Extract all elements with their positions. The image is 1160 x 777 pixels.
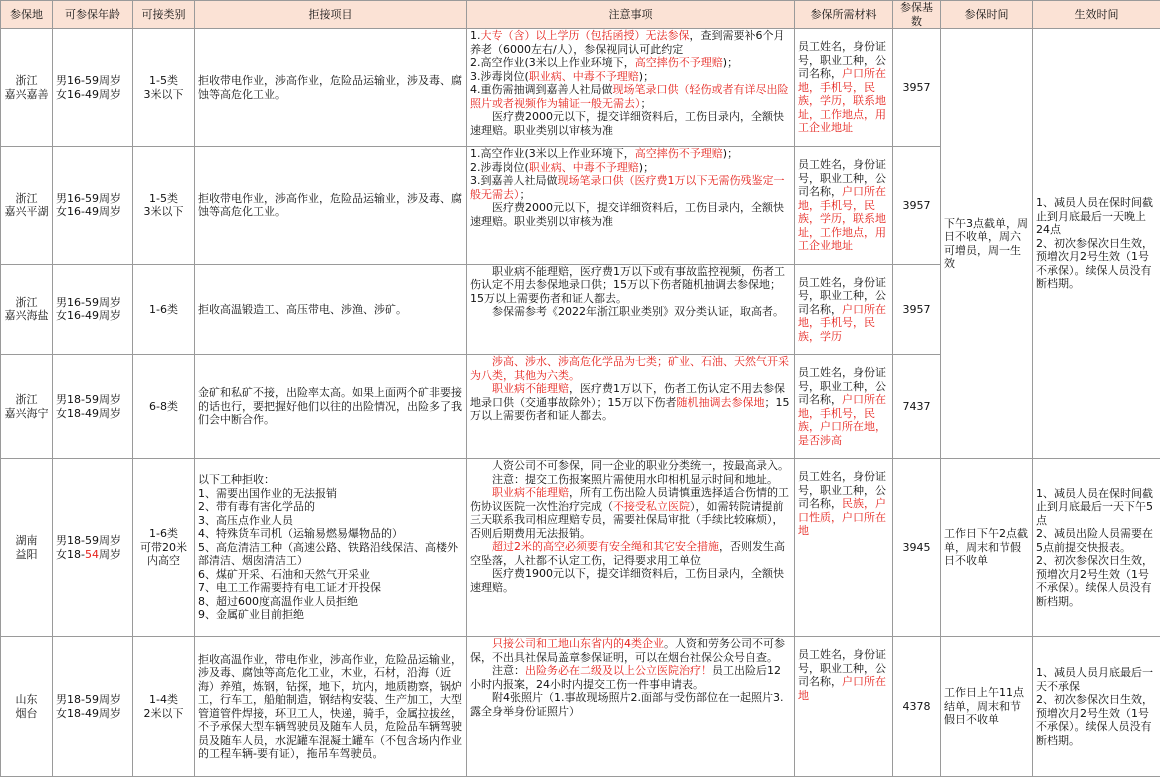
- reject-text: 7、电工工作需要持有电工证才开投保: [198, 581, 463, 595]
- place-cell[interactable]: [1, 29, 53, 147]
- materials-cell[interactable]: [795, 459, 893, 637]
- plain-text: ，查到需要补6个月养老（6000左右/人），参保视同认可此约定: [470, 29, 785, 56]
- note-paragraph: [470, 56, 791, 70]
- effect-text: 1、减员人员在保时间截止到月底最后一天下午5点: [1036, 487, 1157, 528]
- base-cell[interactable]: 3957: [893, 147, 941, 265]
- materials-text: [798, 158, 889, 253]
- reject-text: 拒收带电作业，涉高作业，危险品运输业，涉及毒、腐蚀等高危化工业。: [198, 74, 463, 101]
- highlight-text: 户口所在地，手机号，民族，户口所在地，是否涉高: [798, 393, 886, 447]
- reject-cell[interactable]: [195, 29, 467, 147]
- age-cell[interactable]: [53, 147, 133, 265]
- plain-text: [470, 382, 492, 395]
- note-paragraph: [470, 540, 791, 567]
- place-cell[interactable]: [1, 264, 53, 355]
- effect-cell[interactable]: [1033, 637, 1160, 777]
- note-paragraph: [470, 305, 791, 319]
- age-cell[interactable]: [53, 637, 133, 777]
- place-text: 烟台: [4, 707, 49, 721]
- table-row: [1, 459, 1160, 637]
- note-paragraph: [470, 382, 791, 423]
- age-text: 男16-59周岁: [56, 296, 129, 310]
- plain-text: ；: [520, 188, 531, 201]
- age-text: 女18-54周岁: [56, 548, 129, 562]
- materials-text: [798, 276, 889, 344]
- plain-text: )；: [723, 147, 738, 160]
- category-text: 1-5类: [136, 74, 191, 88]
- age-text: 女18-49周岁: [56, 707, 129, 721]
- category-text: 3米以下: [136, 88, 191, 102]
- category-cell[interactable]: [133, 355, 195, 459]
- plain-text: 。人资和劳务公司不可参保，不出具社保局盖章参保证明，可以在烟台社保公众号自查。: [470, 637, 785, 664]
- highlight-text: 职业病不能理赔: [492, 382, 569, 395]
- place-cell[interactable]: [1, 355, 53, 459]
- highlight-text: 职业病不能理赔: [492, 486, 569, 499]
- plain-text: ，所有工伤出险人员请慎重选择适合伤情的工伤协议医院一次性治疗完成（: [470, 486, 789, 513]
- plain-text: 2.高空作业(3米以上作业环境下，: [470, 56, 635, 69]
- time-cell[interactable]: 下午3点截单，周日不收单，周六可增员，周一生效: [941, 29, 1033, 459]
- plain-text: )；: [723, 56, 738, 69]
- reject-text: 拒收高温锻造工、高压带电、涉渔、涉矿。: [198, 303, 463, 317]
- plain-text: 医疗费2000元以下，提交详细资料后，工伤目录内，全额快速理赔。职业类别以审核为准: [470, 201, 784, 228]
- category-cell[interactable]: [133, 29, 195, 147]
- place-text: 浙江: [4, 192, 49, 206]
- category-cell[interactable]: [133, 264, 195, 355]
- category-cell[interactable]: [133, 637, 195, 777]
- reject-text: 6、煤矿开采、石油和天然气开采业: [198, 568, 463, 582]
- notes-cell[interactable]: [467, 355, 795, 459]
- note-paragraph: [470, 459, 791, 473]
- highlight-text: 高空摔伤不予理赔: [635, 147, 723, 160]
- base-cell[interactable]: 7437: [893, 355, 941, 459]
- header-materials[interactable]: 参保所需材料: [795, 1, 893, 29]
- header-effect[interactable]: 生效时间: [1033, 1, 1160, 29]
- reject-text: 5、高危清洁工种（高速公路、铁路沿线保洁、高楼外部清洁、烟囱清洁工）: [198, 541, 463, 568]
- age-text: 女16-49周岁: [56, 88, 129, 102]
- age-cell[interactable]: [53, 264, 133, 355]
- time-cell[interactable]: 工作日下午2点截单，周末和节假日不收单: [941, 459, 1033, 637]
- materials-text: [798, 40, 889, 135]
- highlight-text: 高空摔伤不予理赔: [635, 56, 723, 69]
- table-row: [1, 29, 1160, 147]
- category-cell[interactable]: [133, 147, 195, 265]
- highlight-text: 现场笔录口供（轻伤或者有详尽出险照片或者视频作为辅证一般无需去）: [470, 83, 789, 110]
- materials-cell[interactable]: [795, 29, 893, 147]
- base-cell[interactable]: 4378: [893, 637, 941, 777]
- effect-cell[interactable]: [1033, 29, 1160, 459]
- place-text: 嘉兴海盐: [4, 309, 49, 323]
- place-text: 嘉兴海宁: [4, 407, 49, 421]
- note-paragraph: [470, 355, 791, 382]
- place-cell[interactable]: [1, 147, 53, 265]
- category-text: 内高空: [136, 554, 191, 568]
- time-cell[interactable]: 工作日上午11点结单，周末和节假日不收单: [941, 637, 1033, 777]
- plain-text: 医疗费2000元以下，提交详细资料后，工伤目录内，全额快速理赔。职业类别以审核为准: [470, 110, 784, 137]
- age-text: 男18-59周岁: [56, 693, 129, 707]
- place-text: 浙江: [4, 74, 49, 88]
- plain-text: [470, 486, 492, 499]
- category-text: 1-4类: [136, 693, 191, 707]
- category-text: 1-6类: [136, 303, 191, 317]
- category-text: 6-8类: [136, 400, 191, 414]
- notes-cell[interactable]: [467, 147, 795, 265]
- reject-cell[interactable]: [195, 264, 467, 355]
- plain-text: 人资公司不可参保，同一企业的职业分类统一，按最高录入。: [470, 459, 789, 472]
- plain-text: 参保需参考《2022年浙江职业类别》双分类认证，取高者。: [470, 305, 784, 318]
- highlight-text: 民族，户口性质，户口所在地: [798, 497, 886, 537]
- age-cell[interactable]: [53, 459, 133, 637]
- plain-text: )；: [639, 161, 654, 174]
- note-paragraph: [470, 70, 791, 84]
- plain-text: [470, 540, 492, 553]
- reject-text: 8、超过600度高温作业人员拒绝: [198, 595, 463, 609]
- place-text: 浙江: [4, 393, 49, 407]
- highlight-text: 不接受私立医院: [613, 500, 690, 513]
- notes-cell[interactable]: [467, 264, 795, 355]
- place-text: 嘉兴嘉善: [4, 88, 49, 102]
- plain-text: 注意：: [470, 664, 525, 677]
- plain-text: ，医疗费1万以下，伤者工伤认定不用去参保地录口供（交通事故除外）；15万以下伤者: [470, 382, 785, 409]
- category-text: 1-5类: [136, 192, 191, 206]
- place-cell[interactable]: [1, 459, 53, 637]
- age-text: 女18-49周岁: [56, 407, 129, 421]
- note-paragraph: [470, 664, 791, 691]
- header-row: [1, 1, 1160, 29]
- plain-text: [470, 637, 492, 650]
- plain-text: 3.涉毒岗位(: [470, 70, 529, 83]
- note-paragraph: [470, 567, 791, 594]
- plain-text: ；15万以上需要伤者和证人都去。: [470, 396, 790, 423]
- header-notes[interactable]: 注意事项: [467, 1, 795, 29]
- base-cell[interactable]: 3957: [893, 264, 941, 355]
- reject-text: 4、特殊货车司机（运输易燃易爆物品的）: [198, 527, 463, 541]
- header-place[interactable]: 参保地: [1, 1, 53, 29]
- note-paragraph: [470, 265, 791, 306]
- effect-text: 1、减员人员在保时间截止到月底最后一天晚上24点: [1036, 196, 1157, 237]
- reject-cell[interactable]: [195, 147, 467, 265]
- note-paragraph: [470, 147, 791, 161]
- reject-text: 1、需要出国作业的无法报销: [198, 487, 463, 501]
- place-text: 浙江: [4, 296, 49, 310]
- table-row: [1, 637, 1160, 777]
- materials-text: [798, 470, 889, 538]
- plain-text: 附4张照片（1.事故现场照片2.面部与受伤部位在一起照片3.露全身举身份证照片）: [470, 691, 783, 718]
- materials-cell[interactable]: [795, 264, 893, 355]
- plain-text: 注意：提交工伤报案照片需使用水印相机显示时间和地址。: [470, 473, 778, 486]
- materials-text: [798, 366, 889, 447]
- notes-cell[interactable]: [467, 637, 795, 777]
- note-paragraph: [470, 201, 791, 228]
- effect-text: 2、初次参保次日生效，预增次月2号生效（1号不承保）。续保人员没有断档期。: [1036, 237, 1157, 291]
- effect-cell[interactable]: [1033, 459, 1160, 637]
- reject-text: 拒收高温作业，带电作业，涉高作业，危险品运输业，涉及毒、腐蚀等高危化工业，木业，石材，沿海（近海）养殖，炼钢，钻探，地下，坑内，地质勘察，锅炉工，行车工，船舶制造，钢结构安装、生产加工，大型管道管件焊接，环卫工人，快递，骑手，金属拉拔丝，不予承保大型车辆驾驶员及随车人员，危险品车辆驾驶员及随车人员，水泥罐车混凝土罐车（不包含场内作业的工程车辆-要有证），拖吊车驾驶员。: [198, 653, 463, 761]
- highlight-text: 现场笔录口供（医疗费1万以下无需伤残鉴定一般无需去）: [470, 174, 785, 201]
- category-text: 2米以下: [136, 707, 191, 721]
- plain-text: 员工姓名，身份证号，职业工种，公司名称，: [798, 648, 886, 688]
- notes-cell[interactable]: [467, 29, 795, 147]
- plain-text: 3.到嘉善人社局做: [470, 174, 558, 187]
- note-paragraph: [470, 161, 791, 175]
- place-text: 益阳: [4, 548, 49, 562]
- reject-cell[interactable]: [195, 637, 467, 777]
- effect-text: 2、初次参保次日生效，预增次月2号生效（1号不承保）。续保人员没有断档期。: [1036, 693, 1157, 747]
- place-cell[interactable]: [1, 637, 53, 777]
- header-age[interactable]: 可参保年龄: [53, 1, 133, 29]
- plain-text: 员工姓名，身份证号，职业工种，公司名称，: [798, 276, 886, 316]
- header-category[interactable]: 可接类别: [133, 1, 195, 29]
- materials-text: [798, 648, 889, 702]
- note-paragraph: [470, 83, 791, 110]
- highlight-text: 只接公司和工地山东省内的4类企业: [492, 637, 664, 650]
- note-paragraph: [470, 691, 791, 718]
- highlight-text: 超过2米的高空必须要有安全绳和其它安全措施: [492, 540, 719, 553]
- age-cell[interactable]: [53, 29, 133, 147]
- plain-text: 员工出险后12小时内报案，24小时内提交工伤一件事申请表。: [470, 664, 781, 691]
- notes-cell[interactable]: [467, 459, 795, 637]
- category-text: 3米以下: [136, 205, 191, 219]
- highlight-text: 户口所在地，手机号，民族，学历，联系地址，工作地点，用工企业地址: [798, 185, 886, 252]
- plain-text: ），如需转院请提前三天联系我司相应理赔专员，需要社保局审批（手续比较麻烦），否则后期费用无法报销。: [470, 500, 784, 540]
- header-time[interactable]: 参保时间: [941, 1, 1033, 29]
- reject-text: 拒收带电作业，涉高作业，危险品运输业，涉及毒、腐蚀等高危化工业。: [198, 192, 463, 219]
- note-paragraph: [470, 174, 791, 201]
- plain-text: 4.重伤需抽调到嘉善人社局做: [470, 83, 613, 96]
- plain-text: 1.高空作业(3米以上作业环境下，: [470, 147, 635, 160]
- plain-text: 员工姓名，身份证号，职业工种，公司名称，: [798, 40, 886, 80]
- category-cell[interactable]: [133, 459, 195, 637]
- effect-text: 2、初次参保次日生效，预增次月2号生效（1号不承保）。续保人员没有断档期。: [1036, 554, 1157, 608]
- plain-text: ，否则发生高空坠落，人社都不认定工伤，记得要求用工单位: [470, 540, 785, 567]
- base-cell[interactable]: 3957: [893, 29, 941, 147]
- plain-text: 2.涉毒岗位(: [470, 161, 529, 174]
- highlight-text: 职业病、中毒不予理赔: [529, 161, 639, 174]
- effect-text: 2、减员出险人员需要在5点前提交快报表。: [1036, 527, 1157, 554]
- effect-text: 1、减员人员月底最后一天不承保: [1036, 666, 1157, 693]
- highlight-text: 出险务必在二级及以上公立医院治疗！: [525, 664, 712, 677]
- highlight-text: 随机抽调去参保地: [677, 396, 765, 409]
- note-paragraph: [470, 110, 791, 137]
- highlight-text: 户口所在地，手机号，民族，学历，联系地址，工作地点，用工企业地址: [798, 67, 886, 134]
- category-text: 1-6类: [136, 527, 191, 541]
- plain-text: 员工姓名，身份证号，职业工种，公司名称，: [798, 470, 886, 510]
- plain-text: 员工姓名，身份证号，职业工种，公司名称，: [798, 366, 886, 406]
- note-paragraph: [470, 637, 791, 664]
- plain-text: 1.: [470, 29, 481, 42]
- note-paragraph: [470, 29, 791, 56]
- place-text: 山东: [4, 693, 49, 707]
- age-text: 男18-59周岁: [56, 393, 129, 407]
- age-text: 男16-59周岁: [56, 74, 129, 88]
- plain-text: 员工姓名，身份证号，职业工种，公司名称，: [798, 158, 886, 198]
- highlight-text: 大专（含）以上学历（包括函授）无法参保: [481, 29, 690, 42]
- age-text: 女16-49周岁: [56, 205, 129, 219]
- highlight-text: 涉高、涉水、涉高危化学品为七类；矿业、石油、天然气开采为八类，其他为六类。: [470, 355, 789, 382]
- materials-cell[interactable]: [795, 147, 893, 265]
- place-text: 嘉兴平湖: [4, 205, 49, 219]
- materials-cell[interactable]: [795, 355, 893, 459]
- plain-text: )；: [639, 70, 654, 83]
- highlight-text: 54: [85, 548, 99, 561]
- reject-text: 9、金属矿业目前拒绝: [198, 608, 463, 622]
- header-reject[interactable]: 拒接项目: [195, 1, 467, 29]
- plain-text: 职业病不能理赔，医疗费1万以下或有事故监控视频，伤者工伤认定不用去参保地录口供；15万以下伤者随机抽调去参保地；15万以上需要伤者和证人都去。: [470, 265, 785, 305]
- category-text: 可带20米: [136, 541, 191, 555]
- reject-text: 以下工种拒收：: [198, 473, 463, 487]
- highlight-text: 户口所在地，手机号，民族，学历: [798, 303, 886, 343]
- note-paragraph: [470, 473, 791, 487]
- reject-text: 金矿和私矿不接，出险率太高。如果上面两个矿非要接的话也行，要把握好他们以往的出险情况，出险多了我们会中断合作。: [198, 386, 463, 427]
- plain-text: 医疗费1900元以下，提交详细资料后，工伤目录内，全额快速理赔。: [470, 567, 784, 594]
- note-paragraph: [470, 486, 791, 540]
- highlight-text: 户口所在地: [798, 675, 886, 702]
- materials-cell[interactable]: [795, 637, 893, 777]
- age-cell[interactable]: [53, 355, 133, 459]
- plain-text: ；: [641, 97, 652, 110]
- reject-text: 3、高压点作业人员: [198, 514, 463, 528]
- reject-cell[interactable]: [195, 459, 467, 637]
- age-text: 男16-59周岁: [56, 192, 129, 206]
- reject-text: 2、带有毒有害化学品的: [198, 500, 463, 514]
- place-text: 湖南: [4, 534, 49, 548]
- age-text: 女16-49周岁: [56, 309, 129, 323]
- age-text: 男18-59周岁: [56, 534, 129, 548]
- base-cell[interactable]: 3945: [893, 459, 941, 637]
- reject-cell[interactable]: [195, 355, 467, 459]
- header-base[interactable]: 参保基数: [893, 1, 941, 29]
- highlight-text: 职业病、中毒不予理赔: [529, 70, 639, 83]
